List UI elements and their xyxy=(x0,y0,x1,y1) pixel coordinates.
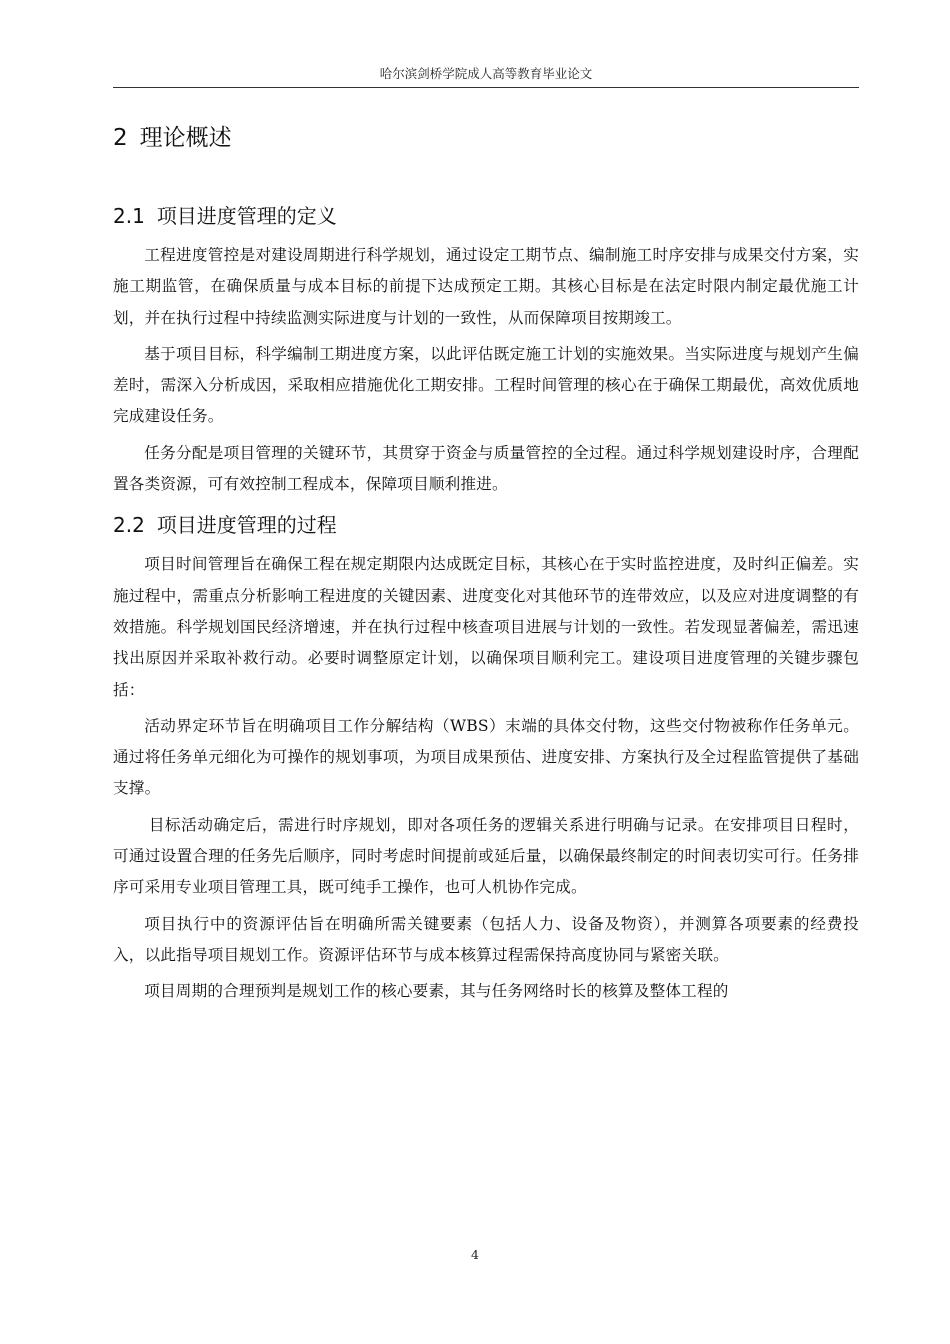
section-title: 项目进度管理的过程 xyxy=(156,513,337,538)
body-paragraph: 基于项目目标，科学编制工期进度方案，以此评估既定施工计划的实施效果。当实际进度与规划产生偏差时，需深入分析成因，采取相应措施优化工期安排。工程时间管理的核心在于确保工期最优，高效优质地完成建设任务。 xyxy=(113,344,859,426)
body-paragraph: 项目执行中的资源评估旨在明确所需关键要素（包括人力、设备及物资），并测算各项要素的经费投入，以此指导项目规划工作。资源评估环节与成本核算过程需保持高度协同与紧密关联。 xyxy=(113,914,859,964)
chapter-title: 理论概述 xyxy=(139,125,232,151)
body-paragraph: 任务分配是项目管理的关键环节，其贯穿于资金与质量管控的全过程。通过科学规划建设时序，合理配置各类资源，可有效控制工程成本，保障项目顺利推进。 xyxy=(113,443,859,494)
section-number: 2.2 xyxy=(113,513,145,538)
chapter-number: 2 xyxy=(113,125,128,151)
body-paragraph: 项目时间管理旨在确保工程在规定期限内达成既定目标，其核心在于实时监控进度，及时纠正偏差。实施过程中，需重点分析影响工程进度的关键因素、进度变化对其他环节的连带效应，以及应对进度调整的有效措施。科学规划国民经济增速，并在执行过程中核查项目进展与计划的一致性。若发现显著偏差，需迅速找出原因并采取补救行动。必要时调整原定计划，以确保项目顺利完工。建设项目进度管理的关键步骤包括： xyxy=(113,555,859,699)
body-paragraph: 目标活动确定后，需进行时序规划，即对各项任务的逻辑关系进行明确与记录。在安排项目日程时，可通过设置合理的任务先后顺序，同时考虑时间提前或延后量，以确保最终制定的时间表切实可行。任务排序可采用专业项目管理工具，既可纯手工操作，也可人机协作完成。 xyxy=(113,815,859,897)
chapter-heading xyxy=(113,118,859,158)
body-paragraph: 项目周期的合理预判是规划工作的核心要素，其与任务网络时长的核算及整体工程的 xyxy=(144,982,729,1001)
section-heading xyxy=(113,505,859,545)
page-body xyxy=(113,118,859,1013)
running-header: 哈尔滨剑桥学院成人高等教育毕业论文 xyxy=(379,66,593,81)
section-heading xyxy=(113,196,859,236)
page-number: 4 xyxy=(471,1247,479,1262)
section-title: 项目进度管理的定义 xyxy=(156,204,337,228)
header-divider xyxy=(113,87,859,88)
body-paragraph: 活动界定环节旨在明确项目工作分解结构（WBS）末端的具体交付物，这些交付物被称作任务单元。通过将任务单元细化为可操作的规划事项，为项目成果预估、进度安排、方案执行及全过程监管提供了基础支撑。 xyxy=(113,716,859,798)
body-paragraph: 工程进度管控是对建设周期进行科学规划，通过设定工期节点、编制施工时序安排与成果交付方案，实施工期监管，在确保质量与成本目标的前提下达成预定工期。其核心目标是在法定时限内制定最优施工计划，并在执行过程中持续监测实际进度与计划的一致性，从而保障项目按期竣工。 xyxy=(113,246,859,327)
section-number: 2.1 xyxy=(113,204,145,228)
